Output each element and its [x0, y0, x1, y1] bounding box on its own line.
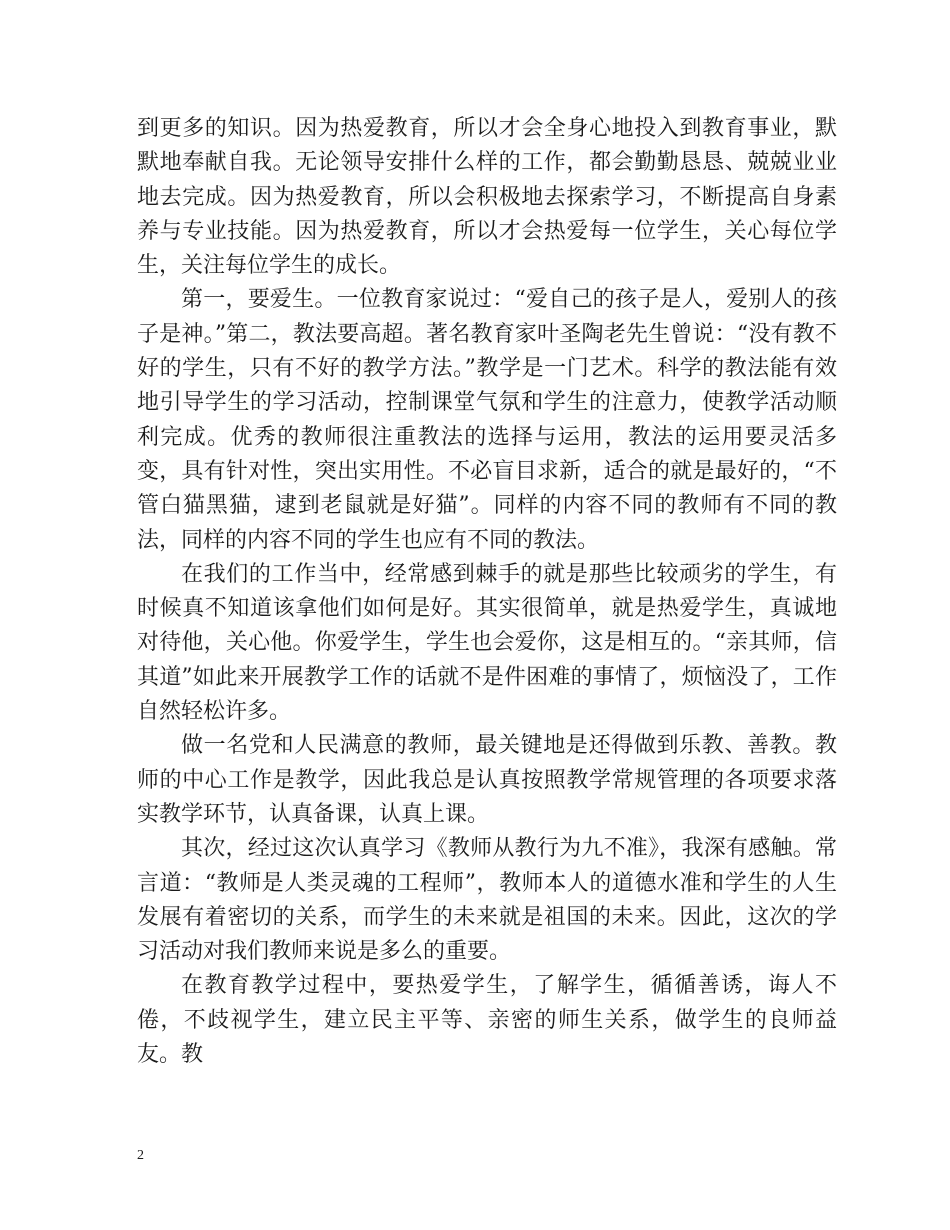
paragraph: 在我们的工作当中，经常感到棘手的就是那些比较顽劣的学生，有时候真不知道该拿他们如何是好。其实很简单，就是热爱学生，真诚地对待他，关心他。你爱学生，学生也会爱你，这是相互的。“亲其师，信其道”如此来开展教学工作的话就不是件困难的事情了，烦恼没了，工作自然轻松许多。 — [137, 561, 837, 725]
paragraph: 到更多的知识。因为热爱教育，所以才会全身心地投入到教育事业，默默地奉献自我。无论领导安排什么样的工作，都会勤勤恳恳、兢兢业业地去完成。因为热爱教育，所以会积极地去探索学习，不断提高自身素养与专业技能。因为热爱教育，所以才会热爱每一位学生，关心每位学生，关注每位学生的成长。 — [137, 116, 837, 279]
paragraph: 其次，经过这次认真学习《教师从教行为九不准》，我深有感触。常言道：“教师是人类灵魂的工程师”，教师本人的道德水准和学生的人生发展有着密切的关系，而学生的未来就是祖国的未来。因此，这次的学习活动对我们教师来说是多么的重要。 — [137, 836, 837, 965]
page-number: 2 — [137, 1148, 144, 1163]
body-text — [137, 112, 837, 1072]
paragraph: 做一名党和人民满意的教师，最关键地是还得做到乐教、善教。教师的中心工作是教学，因此我总是认真按照教学常规管理的各项要求落实教学环节，认真备课，认真上课。 — [137, 733, 837, 827]
paragraph: 在教育教学过程中，要热爱学生，了解学生，循循善诱，诲人不倦，不歧视学生，建立民主平等、亲密的师生关系，做学生的良师益友。教 — [137, 973, 837, 1068]
paragraph: 第一，要爱生。一位教育家说过：“爱自己的孩子是人，爱别人的孩子是神。”第二，教法要高超。著名教育家叶圣陶老先生曾说：“没有教不好的学生，只有不好的教学方法。”教学是一门艺术。科学的教法能有效地引导学生的学习活动，控制课堂气氛和学生的注意力，使教学活动顺利完成。优秀的教师很注重教法的选择与运用，教法的运用要灵活多变，具有针对性，突出实用性。不必盲目求新，适合的就是最好的，“不管白猫黑猫，逮到老鼠就是好猫”。同样的内容不同的教师有不同的教法，同样的内容不同的学生也应有不同的教法。 — [137, 287, 837, 553]
